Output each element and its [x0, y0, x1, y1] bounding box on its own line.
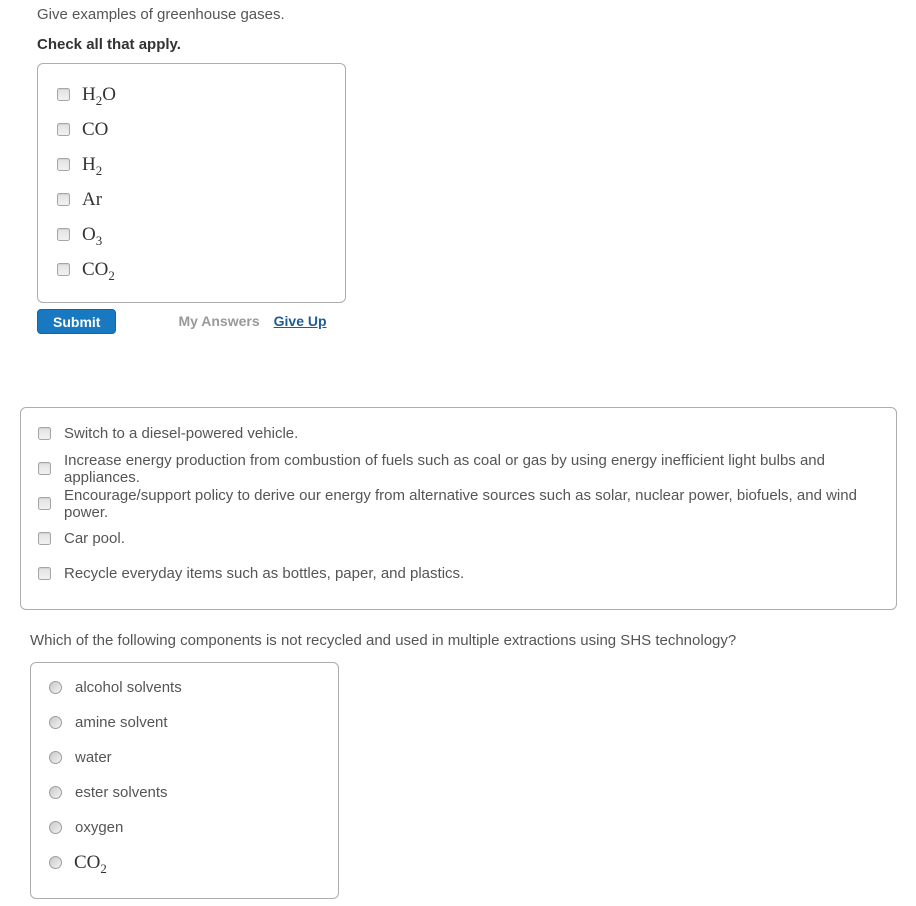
option-row[interactable] [49, 810, 338, 845]
option-label[interactable]: Increase energy production from combustion of fuels such as coal or gas by using energy inefficient light bulbs and appliances. [64, 451, 825, 486]
checkbox-recycle[interactable] [38, 567, 51, 580]
question-text: Which of the following components is not recycled and used in multiple extractions using SHS technology? [30, 632, 737, 649]
option-label[interactable]: alcohol solvents [75, 679, 182, 696]
option-row[interactable] [57, 217, 345, 252]
checkbox-alternative-policy[interactable] [38, 497, 51, 510]
question-1-section [0, 6, 916, 334]
give-up-link[interactable]: Give Up [273, 313, 327, 329]
option-label[interactable]: $H_2$ [82, 154, 103, 178]
option-row[interactable] [49, 845, 338, 880]
checkbox-diesel-vehicle[interactable] [38, 427, 51, 440]
option-label[interactable]: Recycle everyday items such as bottles, paper, and plastics. [64, 565, 465, 582]
option-row[interactable] [57, 252, 345, 287]
checkbox-car-pool[interactable] [38, 532, 51, 545]
option-label[interactable]: oxygen [75, 819, 124, 836]
checkbox-energy-production[interactable] [38, 462, 51, 475]
answer-controls [37, 308, 916, 334]
option-row[interactable] [57, 147, 345, 182]
option-row[interactable] [38, 521, 880, 556]
option-row[interactable] [57, 77, 345, 112]
option-label[interactable]: Car pool. [64, 530, 125, 547]
option-row[interactable] [57, 112, 345, 147]
question-3-section [0, 632, 916, 899]
option-label[interactable]: $CO_2$ [82, 259, 115, 283]
radio-water[interactable] [49, 751, 62, 764]
option-row[interactable] [57, 182, 345, 217]
checkbox-h2o[interactable] [57, 88, 70, 101]
radio-co2[interactable] [49, 856, 62, 869]
option-row[interactable] [38, 451, 880, 486]
option-row[interactable] [49, 705, 338, 740]
answer-box-greenhouse [37, 63, 346, 303]
option-label[interactable]: $CO_2$ [74, 852, 107, 876]
option-label[interactable]: CO [82, 119, 109, 140]
question-text: Give examples of greenhouse gases. [37, 6, 285, 23]
checkbox-h2[interactable] [57, 158, 70, 171]
option-row[interactable] [38, 416, 880, 451]
option-label[interactable]: Ar [82, 189, 103, 210]
option-label[interactable]: water [75, 749, 112, 766]
submit-button[interactable]: Submit [37, 309, 116, 334]
option-label[interactable]: $O_3$ [82, 224, 103, 248]
question-instruction: Check all that apply. [37, 36, 181, 53]
option-label[interactable]: Encourage/support policy to derive our energy from alternative sources such as solar, nuclear power, biofuels, and wind power. [64, 486, 857, 521]
option-label[interactable]: amine solvent [75, 714, 168, 731]
checkbox-co2[interactable] [57, 263, 70, 276]
option-row[interactable] [49, 670, 338, 705]
option-label[interactable]: ester solvents [75, 784, 168, 801]
option-row[interactable] [38, 486, 880, 521]
option-label[interactable]: Switch to a diesel-powered vehicle. [64, 425, 299, 442]
checkbox-o3[interactable] [57, 228, 70, 241]
radio-amine-solvent[interactable] [49, 716, 62, 729]
radio-ester-solvents[interactable] [49, 786, 62, 799]
option-label[interactable]: $H_2O$ [82, 84, 116, 108]
answer-box-shs [30, 662, 339, 899]
option-row[interactable] [49, 775, 338, 810]
option-row[interactable] [49, 740, 338, 775]
radio-alcohol-solvents[interactable] [49, 681, 62, 694]
option-row[interactable] [38, 556, 880, 591]
my-answers-link: My Answers [178, 313, 260, 329]
answer-box-actions [20, 407, 897, 610]
checkbox-co[interactable] [57, 123, 70, 136]
checkbox-ar[interactable] [57, 193, 70, 206]
radio-oxygen[interactable] [49, 821, 62, 834]
